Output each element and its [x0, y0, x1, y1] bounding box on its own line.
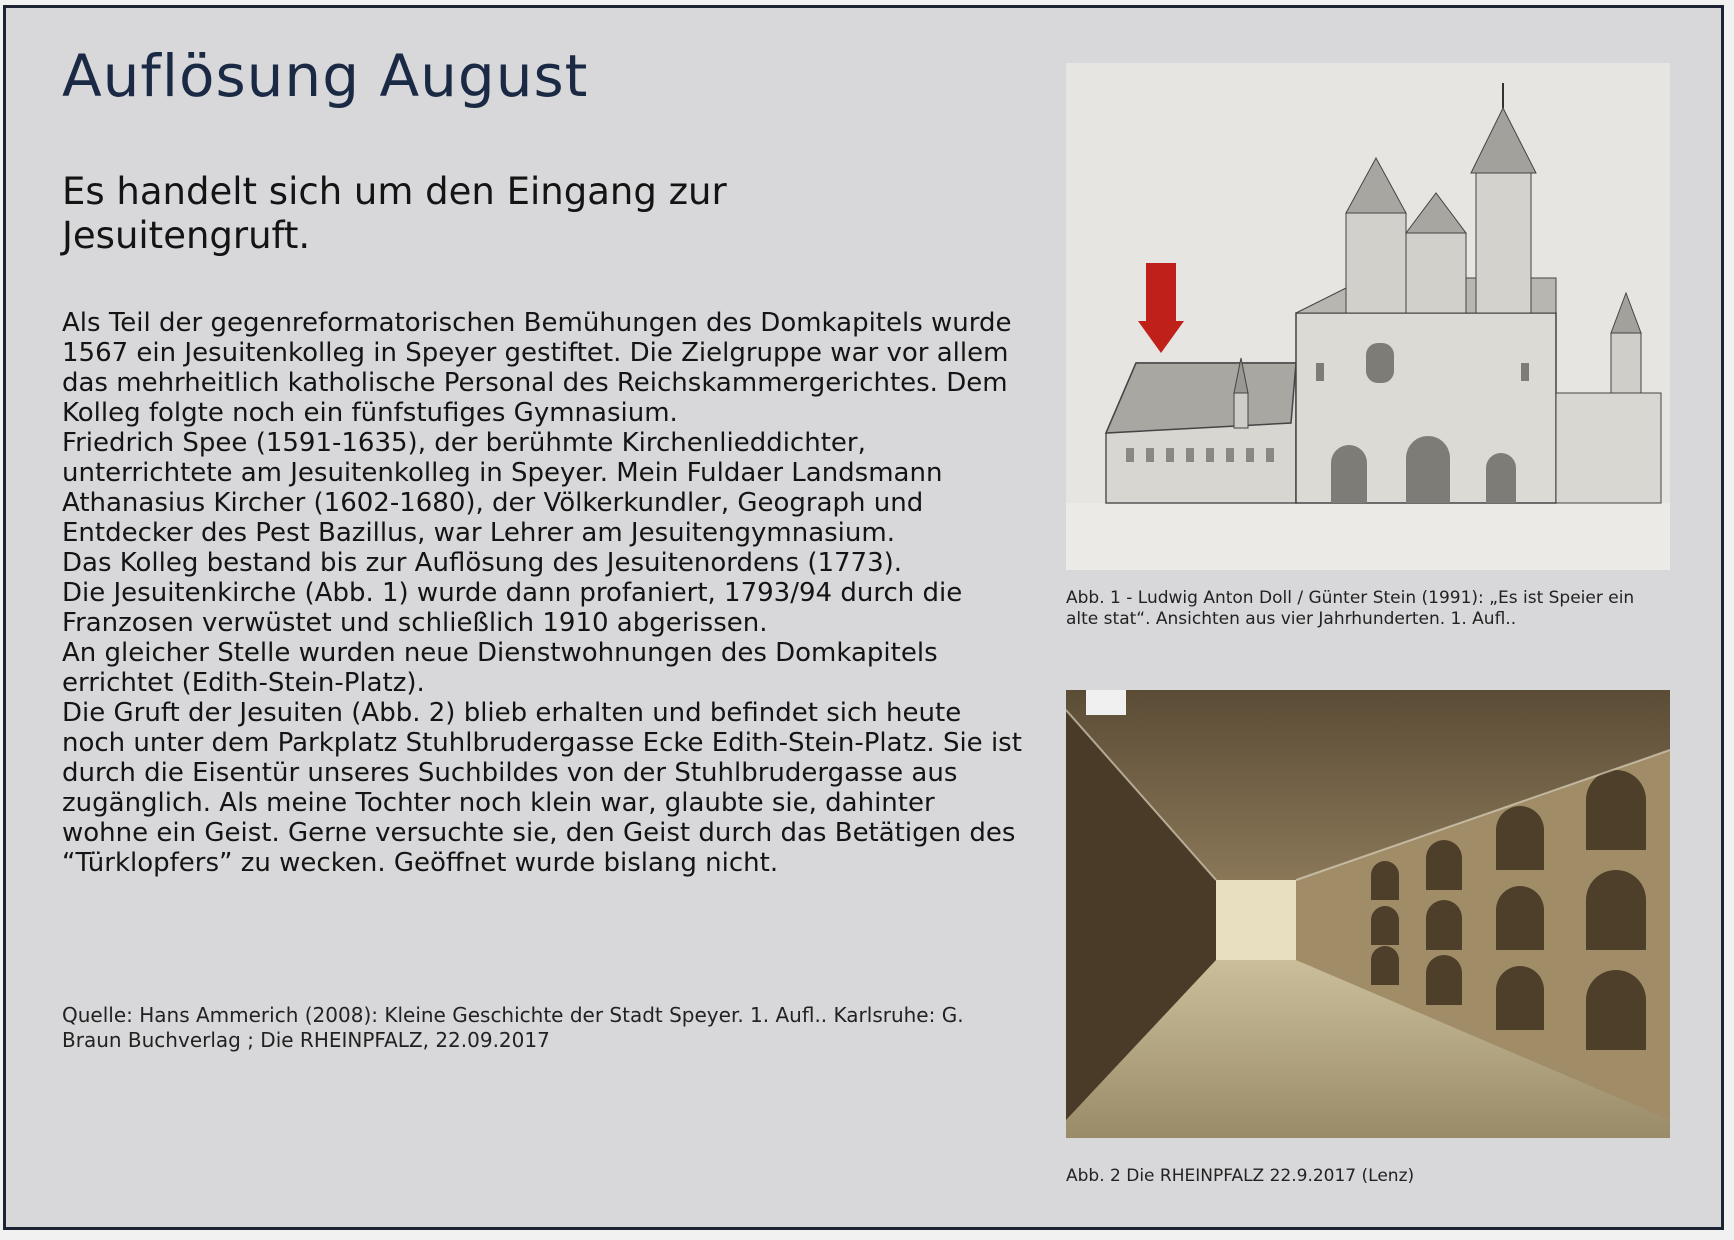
figure-1-caption: Abb. 1 - Ludwig Anton Doll / Günter Stein (1991): „Es ist Speier ein alte stat“. Ansichten aus vier Jahrhunderten. 1. Aufl..: [1066, 588, 1635, 629]
church-sketch-image: [1066, 63, 1670, 570]
page-title: Auflösung August: [62, 42, 589, 110]
paragraph: Friedrich Spee (1591-1635), der berühmte Kirchenlieddichter, unterrichtete am Jesuitenkolleg in Speyer. Mein Fuldaer Landsmann Athanasius Kircher (1602-1680), der Völkerkundler, Geograph und Entdecker des Pest Bazillus, war Lehrer am Jesuitengymnasium.: [62, 428, 943, 548]
paragraph: Die Gruft der Jesuiten (Abb. 2) blieb erhalten und befindet sich heute noch unter dem Parkplatz Stuhlbrudergasse Ecke Edith-Stein-Platz. Sie ist durch die Eisentür unseres Suchbildes von der Stuhlbrudergasse aus zugänglich. Als meine Tochter noch klein war, glaubte sie, dahinter wohne ein Geist. Gerne versuchte sie, den Geist durch das Betätigen des “Türklopfers” zu wecken. Geöffnet wurde bislang nicht.: [62, 698, 1022, 878]
crypt-photo-image: [1066, 690, 1670, 1138]
source-citation: Quelle: Hans Ammerich (2008): Kleine Geschichte der Stadt Speyer. 1. Aufl.. Karlsruhe: G. Braun Buchverlag ; Die RHEINPFALZ, 22.09.2017: [62, 1003, 964, 1052]
body-text: [62, 308, 1022, 878]
paragraph: Die Jesuitenkirche (Abb. 1) wurde dann profaniert, 1793/94 durch die Franzosen verwüstet und schließlich 1910 abgerissen.: [62, 578, 963, 638]
paragraph: An gleicher Stelle wurden neue Dienstwohnungen des Domkapitels errichtet (Edith-Stein-Platz).: [62, 638, 938, 698]
figure-2-caption: Abb. 2 Die RHEINPFALZ 22.9.2017 (Lenz): [1066, 1166, 1415, 1186]
slide: [3, 5, 1724, 1230]
subtitle: Es handelt sich um den Eingang zur Jesuitengruft.: [62, 170, 727, 257]
paragraph: Als Teil der gegenreformatorischen Bemühungen des Domkapitels wurde 1567 ein Jesuitenkolleg in Speyer gestiftet. Die Zielgruppe war vor allem das mehrheitlich katholische Personal des Reichskammergerichtes. Dem Kolleg folgte noch ein fünfstufiges Gymnasium.: [62, 308, 1012, 428]
paragraph: Das Kolleg bestand bis zur Auflösung des Jesuitenordens (1773).: [62, 548, 903, 578]
